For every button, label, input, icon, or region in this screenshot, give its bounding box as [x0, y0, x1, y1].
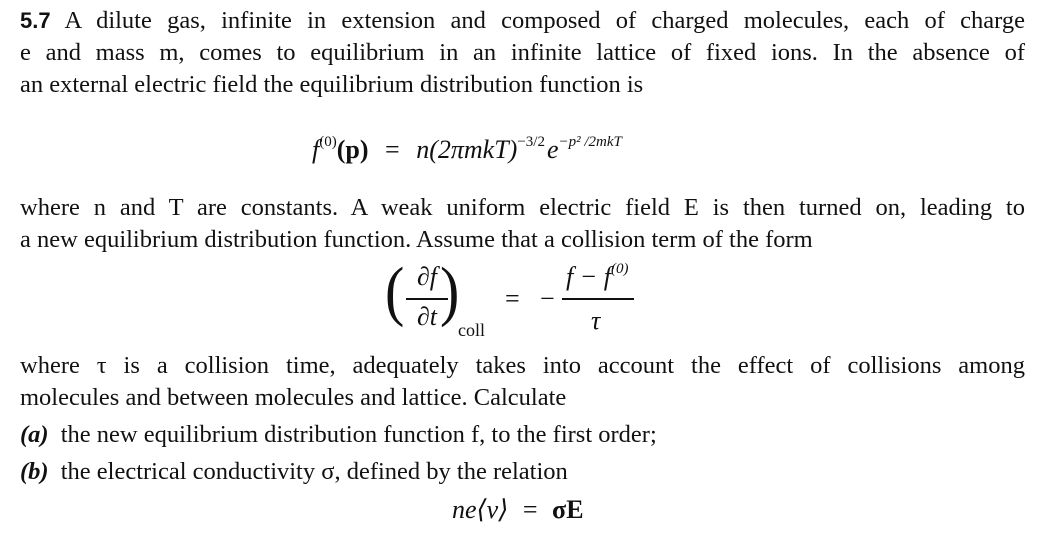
eq1-lhs-arg: (p) [336, 135, 369, 164]
eq3-equals: = [522, 495, 538, 524]
eq2-fraction-bar [562, 298, 634, 300]
after-line-2: molecules and between molecules and lattice. Calculate [20, 384, 567, 411]
eq1-equals: = [385, 135, 400, 164]
eq3-rhs: σE [552, 495, 584, 524]
part-a-text: the new equilibrium distribution function f, to the first order; [60, 421, 657, 448]
eq2-left-paren: ( [385, 253, 405, 328]
eq1-rhs-e: e [546, 135, 559, 164]
eq3-lhs: ne⟨v⟩ [452, 495, 509, 524]
problem-number: 5.7 [20, 8, 51, 33]
equation-conductivity [452, 495, 584, 525]
intro-line-2: e and mass m, comes to equilibrium in an infinite lattice of fixed ions. In the absence of [20, 39, 1025, 66]
equation-distribution-function [312, 135, 622, 165]
middle-line-2: a new equilibrium distribution function. Assume that a collision term of the form [20, 226, 813, 253]
eq2-numerator-text: f − f [566, 262, 611, 291]
middle-line-1: where n and T are constants. A weak uniform electric field E is then turned on, leading to [20, 194, 1025, 221]
part-b-text: the electrical conductivity σ, defined by the relation [60, 458, 568, 485]
eq2-equals: = [505, 284, 520, 313]
eq1-rhs-main: n(2πmkT) [416, 135, 518, 164]
eq2-df: ∂f [416, 262, 438, 291]
eq1-lhs-sup: (0) [319, 134, 337, 150]
eq2-denominator: τ [591, 306, 601, 335]
part-b-label: (b) [20, 458, 49, 485]
eq2-minus: − [540, 284, 555, 313]
part-a-label: (a) [20, 421, 49, 448]
eq2-right-paren: ) [440, 253, 460, 328]
eq2-dt: ∂t [416, 302, 438, 331]
intro-text-1: A dilute gas, infinite in extension and composed of charged molecules, each of charge [64, 7, 1025, 34]
eq1-rhs-exp: −3/2 [517, 134, 545, 150]
intro-line-3: an external electric field the equilibrium distribution function is [20, 71, 644, 98]
eq2-numerator-sup: (0) [611, 261, 629, 277]
eq2-subscript: coll [458, 320, 485, 340]
eq2-numerator [566, 262, 629, 292]
after-line-1: where τ is a collision time, adequately takes into account the effect of collisions among [20, 352, 1025, 379]
eq1-lhs: f [312, 135, 320, 164]
part-b [20, 457, 1025, 487]
intro-line-1 [20, 6, 1025, 36]
eq1-rhs-e-exp: −p² /2mkT [558, 134, 622, 150]
part-a [20, 420, 1025, 450]
